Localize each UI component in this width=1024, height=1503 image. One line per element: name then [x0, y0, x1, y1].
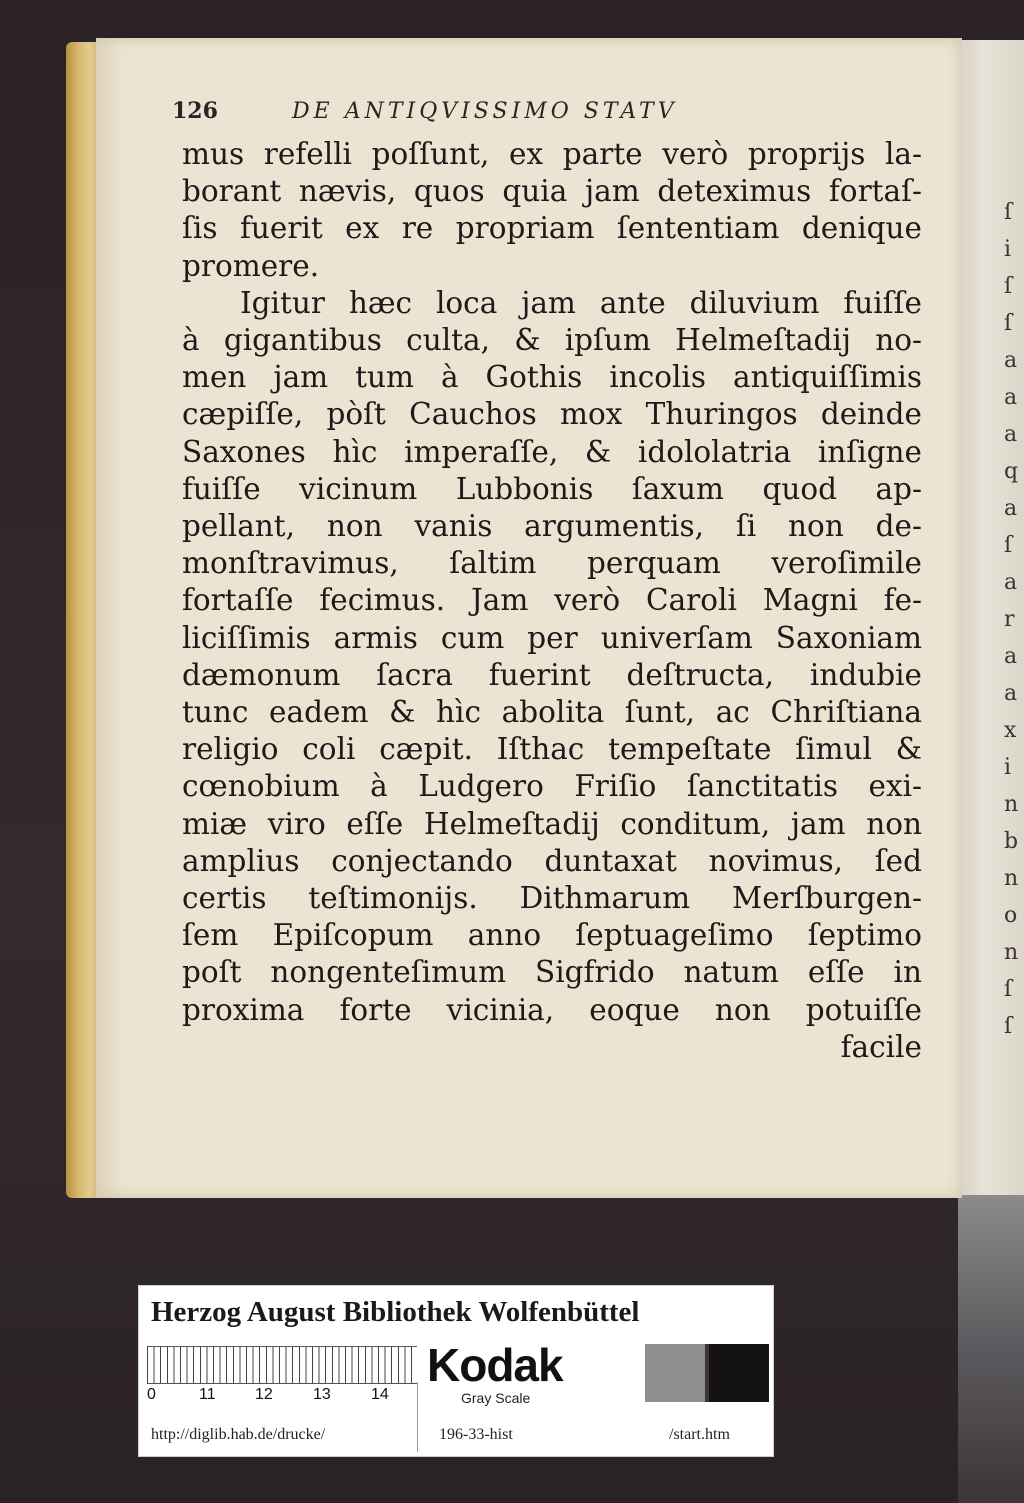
text-line: liciſſimis armis cum per univerſam Saxoniam — [182, 620, 922, 655]
text-line: miæ viro eſſe Helmeſtadij conditum, jam non — [182, 806, 922, 841]
facing-page-fragment: i — [1004, 755, 1012, 780]
text-line: Saxones hìc imperaſſe, & idololatria inſigne — [182, 434, 922, 469]
facing-page-fragment: x — [1004, 718, 1017, 743]
facing-page-fragment: b — [1004, 829, 1019, 854]
text-line: Igitur hæc loca jam ante diluvium fuiſſe — [240, 285, 922, 320]
url-shelfmark: 196-33-hist — [439, 1426, 513, 1443]
ruler-scale — [147, 1346, 417, 1384]
gray-swatch — [645, 1344, 705, 1402]
facing-page-fragment: n — [1004, 866, 1019, 891]
facing-page-fragment: ſ — [1004, 311, 1013, 336]
ruler-number: 14 — [371, 1386, 389, 1403]
running-head-title: DE ANTIQVISSIMO STATV — [292, 99, 678, 124]
library-name: Herzog August Bibliothek Wolfenbüttel — [151, 1296, 640, 1328]
facing-page-fragment: o — [1004, 903, 1018, 928]
page-gilt-edge — [66, 42, 100, 1198]
facing-page-fragment: ſ — [1004, 274, 1013, 299]
ruler-number: 0 — [147, 1386, 156, 1403]
text-line: religio coli cæpit. Iſthac tempeſtate ſimul & — [182, 732, 922, 767]
text-line: poſt nongenteſimum Sigfrido natum eſſe in — [182, 955, 922, 990]
text-line: promere. — [182, 248, 320, 283]
text-line: cœnobium à Ludgero Friſio ſanctitatis exi- — [182, 769, 922, 804]
ruler-number: 11 — [199, 1386, 216, 1403]
body-text — [182, 136, 922, 1066]
page-number: 126 — [172, 98, 218, 124]
text-line: amplius conjectando duntaxat novimus, ſed — [182, 843, 922, 878]
text-line: certis teſtimonijs. Dithmarum Merſburgen- — [182, 881, 922, 916]
kodak-logo: Kodak — [427, 1339, 563, 1391]
text-line: à gigantibus culta, & ipſum Helmeſtadij no- — [182, 323, 922, 358]
facing-page-fragment: a — [1004, 496, 1018, 521]
running-head — [172, 98, 678, 124]
text-line: ſis fuerit ex re propriam ſententiam denique — [182, 211, 922, 246]
ruler-number: 13 — [313, 1386, 331, 1403]
facing-page-fragment: q — [1004, 459, 1019, 484]
facing-page-fragment: ſ — [1004, 200, 1013, 225]
text-line: cæpiſſe, pòſt Cauchos mox Thuringos deinde — [182, 397, 922, 432]
url-base: http://diglib.hab.de/drucke/ — [151, 1426, 326, 1443]
catchword: facile — [840, 1029, 922, 1064]
facing-page — [958, 40, 1024, 1200]
text-line: tunc eadem & hìc abolita ſunt, ac Chriſtiana — [182, 695, 922, 730]
facing-page-fragment: a — [1004, 570, 1018, 595]
text-line: ſem Epiſcopum anno ſeptuageſimo ſeptimo — [182, 918, 922, 953]
facing-page-fragment: i — [1004, 237, 1012, 262]
color-target-card — [138, 1285, 774, 1457]
text-line: fuiſſe vicinum Lubbonis ſaxum quod ap- — [182, 471, 922, 506]
gray-swatches — [645, 1344, 769, 1402]
facing-page-fragment: a — [1004, 422, 1018, 447]
text-line: borant nævis, quos quia jam deteximus fortaſ- — [182, 174, 922, 209]
gray-scale-label: Gray Scale — [461, 1390, 531, 1406]
facing-page-fragment: a — [1004, 681, 1018, 706]
text-line: fortaſſe fecimus. Jam verò Caroli Magni fe- — [182, 583, 922, 618]
facing-page-fragment: a — [1004, 385, 1018, 410]
facing-page-fragment: n — [1004, 792, 1019, 817]
target-divider — [417, 1382, 418, 1452]
ruler-number: 12 — [255, 1386, 273, 1403]
text-line: pellant, non vanis argumentis, ſi non de- — [182, 509, 922, 544]
text-line: monſtravimus, ſaltim perquam veroſimile — [182, 546, 922, 581]
facing-page-fragment: ſ — [1004, 533, 1013, 558]
facing-page-shadow — [958, 1195, 1024, 1503]
facing-page-fragment: ſ — [1004, 977, 1013, 1002]
url-suffix: /start.htm — [669, 1426, 730, 1443]
facing-page-fragment: ſ — [1004, 1014, 1013, 1039]
facing-page-fragment: a — [1004, 644, 1018, 669]
text-line: proxima forte vicinia, eoque non potuiſſe — [182, 992, 922, 1027]
facing-page-fragment: n — [1004, 940, 1019, 965]
gray-swatch — [709, 1344, 769, 1402]
facing-page-fragment: r — [1004, 607, 1015, 632]
text-line: men jam tum à Gothis incolis antiquiſſimis — [182, 360, 922, 395]
facing-page-fragment: a — [1004, 348, 1018, 373]
text-line: mus refelli poſſunt, ex parte verò proprijs la- — [182, 137, 922, 171]
text-line: dæmonum ſacra fuerint deſtructa, indubie — [182, 657, 922, 692]
